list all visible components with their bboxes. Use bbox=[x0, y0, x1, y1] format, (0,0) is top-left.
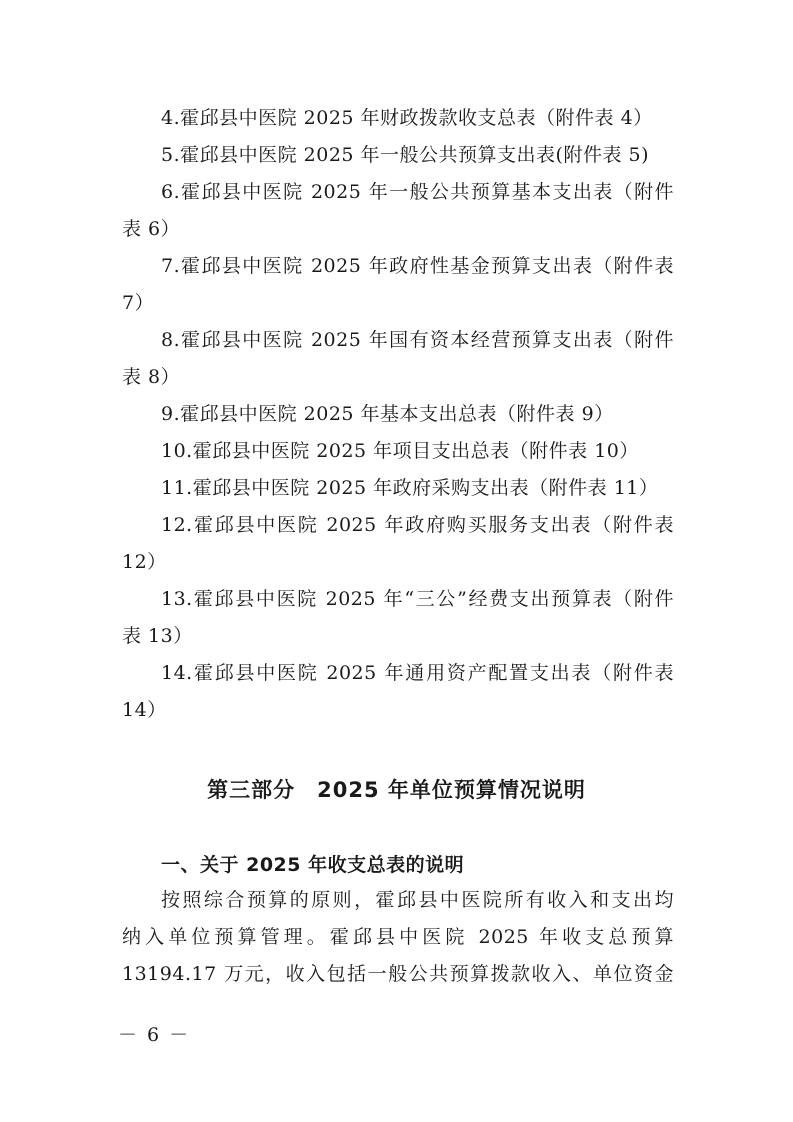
subsection-heading: 一、关于 2025 年收支总表的说明 bbox=[161, 854, 465, 876]
list-item-8-line2: 表 8） bbox=[122, 366, 181, 388]
list-item-6-line2: 表 6） bbox=[122, 218, 181, 240]
list-item-7-line1: 7.霍邱县中医院 2025 年政府性基金预算支出表（附件表 bbox=[161, 255, 674, 277]
list-item-9: 9.霍邱县中医院 2025 年基本支出总表（附件表 9） bbox=[161, 403, 614, 425]
section-heading: 第三部分 2025 年单位预算情况说明 bbox=[207, 778, 586, 802]
list-item-13-line2: 表 13） bbox=[122, 625, 193, 647]
list-item-14-line1: 14.霍邱县中医院 2025 年通用资产配置支出表（附件表 bbox=[161, 662, 674, 684]
list-item-11: 11.霍邱县中医院 2025 年政府采购支出表（附件表 11） bbox=[161, 477, 659, 499]
list-item-7-line2: 7） bbox=[122, 292, 155, 314]
paragraph-line-1: 按照综合预算的原则，霍邱县中医院所有收入和支出均 bbox=[161, 889, 674, 911]
list-item-10: 10.霍邱县中医院 2025 年项目支出总表（附件表 10） bbox=[161, 440, 639, 462]
list-item-14-line2: 14） bbox=[122, 699, 167, 721]
list-item-13-line1: 13.霍邱县中医院 2025 年“三公”经费支出预算表（附件 bbox=[161, 588, 674, 610]
list-item-12-line1: 12.霍邱县中医院 2025 年政府购买服务支出表（附件表 bbox=[161, 514, 674, 536]
list-item-4: 4.霍邱县中医院 2025 年财政拨款收支总表（附件表 4） bbox=[161, 107, 653, 129]
paragraph-line-2: 纳入单位预算管理。霍邱县中医院 2025 年收支总预算 bbox=[122, 926, 674, 948]
paragraph-line-3: 13194.17 万元，收入包括一般公共预算拨款收入、单位资金 bbox=[122, 963, 674, 985]
page-number: － 6 － bbox=[118, 1024, 191, 1046]
list-item-12-line2: 12） bbox=[122, 551, 167, 573]
list-item-5: 5.霍邱县中医院 2025 年一般公共预算支出表(附件表 5) bbox=[161, 144, 650, 166]
list-item-6-line1: 6.霍邱县中医院 2025 年一般公共预算基本支出表（附件 bbox=[161, 181, 674, 203]
list-item-8-line1: 8.霍邱县中医院 2025 年国有资本经营预算支出表（附件 bbox=[161, 329, 674, 351]
